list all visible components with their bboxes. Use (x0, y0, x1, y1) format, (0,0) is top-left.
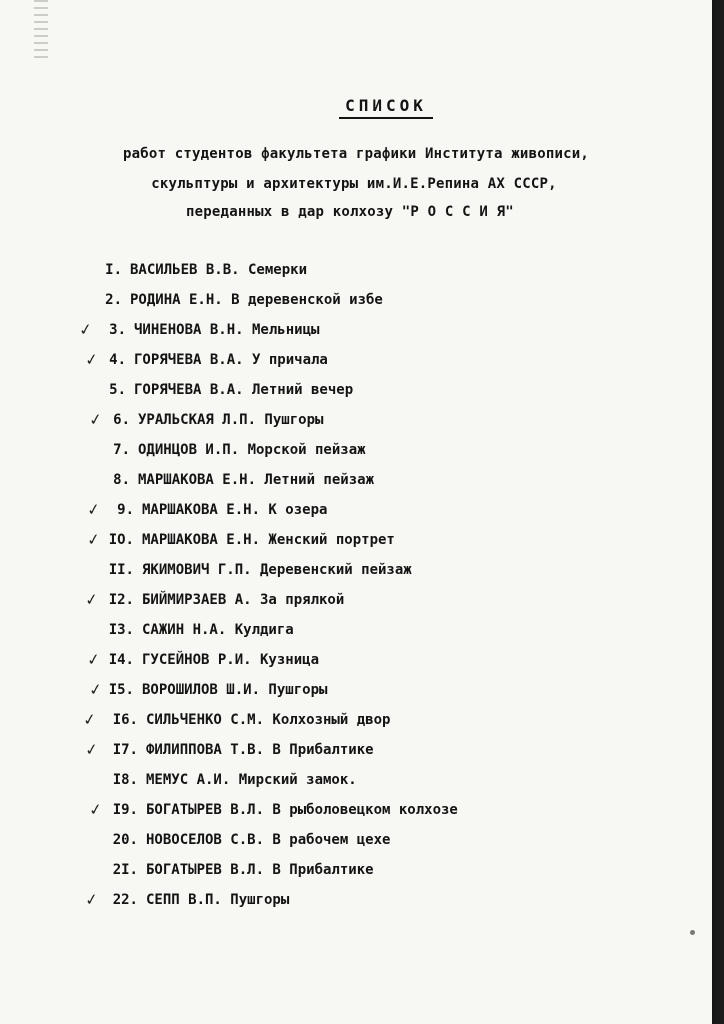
list-item (0, 472, 712, 494)
check-mark-icon: ✓ (88, 798, 103, 821)
item-text: ГУСЕЙНОВ Р.И. Кузница (142, 652, 320, 668)
list-item (0, 648, 712, 674)
item-text: ГОРЯЧЕВА В.А. У причала (134, 352, 328, 368)
item-text: ВОРОШИЛОВ Ш.И. Пушгоры (142, 682, 328, 698)
list-item (0, 862, 712, 884)
list-item (0, 562, 712, 584)
list-item (0, 832, 712, 854)
item-text: ВАСИЛЬЕВ В.В. Семерки (130, 262, 308, 278)
list-item (0, 528, 712, 554)
item-text: САЖИН Н.А. Кулдига (142, 622, 294, 638)
check-mark-icon: ✓ (88, 408, 103, 431)
title-text: СПИСОК (339, 96, 433, 119)
item-text: МАРШАКОВА Е.Н. Летний пейзаж (138, 472, 375, 488)
item-number: 4. (109, 352, 126, 368)
item-number: II. (108, 562, 134, 578)
item-text: БИЙМИРЗАЕВ А. За прялкой (142, 592, 345, 608)
item-text: МАРШАКОВА Е.Н. Женский портрет (142, 532, 395, 548)
item-number: 20. (112, 832, 138, 848)
item-number: I7. (112, 742, 138, 758)
check-mark-icon: ✓ (84, 738, 99, 761)
check-mark-icon: ✓ (84, 588, 99, 611)
item-number: 2. (105, 292, 122, 308)
list-item (0, 262, 712, 284)
item-number: I3. (108, 622, 134, 638)
list-item (0, 772, 712, 794)
list-item (0, 348, 712, 374)
item-number: I4. (108, 652, 134, 668)
check-mark-icon: ✓ (86, 528, 101, 551)
item-number: 22. (112, 892, 138, 908)
check-mark-icon: ✓ (86, 498, 101, 521)
item-text: УРАЛЬСКАЯ Л.П. Пушгоры (138, 412, 324, 428)
check-mark-icon: ✓ (88, 678, 103, 701)
check-mark-icon: ✓ (84, 348, 99, 371)
list-item (0, 382, 712, 404)
list-item (0, 622, 712, 644)
item-number: IO. (108, 532, 134, 548)
item-number: 3. (109, 322, 126, 338)
check-mark-icon: ✓ (86, 648, 101, 671)
item-text: БОГАТЫРЕВ В.Л. В Прибалтике (146, 862, 374, 878)
item-number: 2I. (112, 862, 138, 878)
item-number: 8. (113, 472, 130, 488)
item-text: БОГАТЫРЕВ В.Л. В рыболовецком колхозе (146, 802, 458, 818)
item-text: СИЛЬЧЕНКО С.М. Колхозный двор (146, 712, 391, 728)
item-text: МЕМУС А.И. Мирский замок. (146, 772, 357, 788)
list-item (0, 442, 712, 464)
item-number: 7. (113, 442, 130, 458)
item-text: ЯКИМОВИЧ Г.П. Деревенский пейзаж (142, 562, 412, 578)
item-number: I5. (108, 682, 134, 698)
list-item (0, 292, 712, 314)
check-mark-icon: ✓ (84, 888, 99, 911)
list-item (0, 798, 712, 824)
item-number: I. (105, 262, 122, 278)
item-text: ФИЛИППОВА Т.В. В Прибалтике (146, 742, 374, 758)
list-item (0, 738, 712, 764)
item-text: ОДИНЦОВ И.П. Морской пейзаж (138, 442, 366, 458)
list-item (0, 888, 712, 914)
check-mark-icon: ✓ (78, 318, 93, 341)
list-item (0, 498, 712, 524)
list-item (0, 588, 712, 614)
item-number: 5. (109, 382, 126, 398)
item-text: РОДИНА Е.Н. В деревенской избе (130, 292, 383, 308)
list-item (0, 678, 712, 704)
subtitle-line-3: переданных в дар колхозу "Р О С С И Я" (186, 204, 514, 220)
item-text: ГОРЯЧЕВА В.А. Летний вечер (134, 382, 354, 398)
item-number: I9. (112, 802, 138, 818)
item-text: ЧИНЕНОВА В.Н. Мельницы (134, 322, 320, 338)
subtitle-line-1: работ студентов факультета графики Института живописи, (123, 146, 589, 162)
subtitle-line-2: скульптуры и архитектуры им.И.Е.Репина АХ СССР, (151, 176, 557, 192)
list-item (0, 318, 712, 344)
item-text: НОВОСЕЛОВ С.В. В рабочем цехе (146, 832, 391, 848)
item-number: 6. (113, 412, 130, 428)
item-text: МАРШАКОВА Е.Н. К озера (142, 502, 328, 518)
item-number: 9. (117, 502, 134, 518)
list-item (0, 408, 712, 434)
item-number: I6. (112, 712, 138, 728)
check-mark-icon: ✓ (82, 708, 97, 731)
list-item (0, 708, 712, 734)
item-number: I2. (108, 592, 134, 608)
item-text: СЕПП В.П. Пушгоры (146, 892, 290, 908)
item-number: I8. (112, 772, 138, 788)
